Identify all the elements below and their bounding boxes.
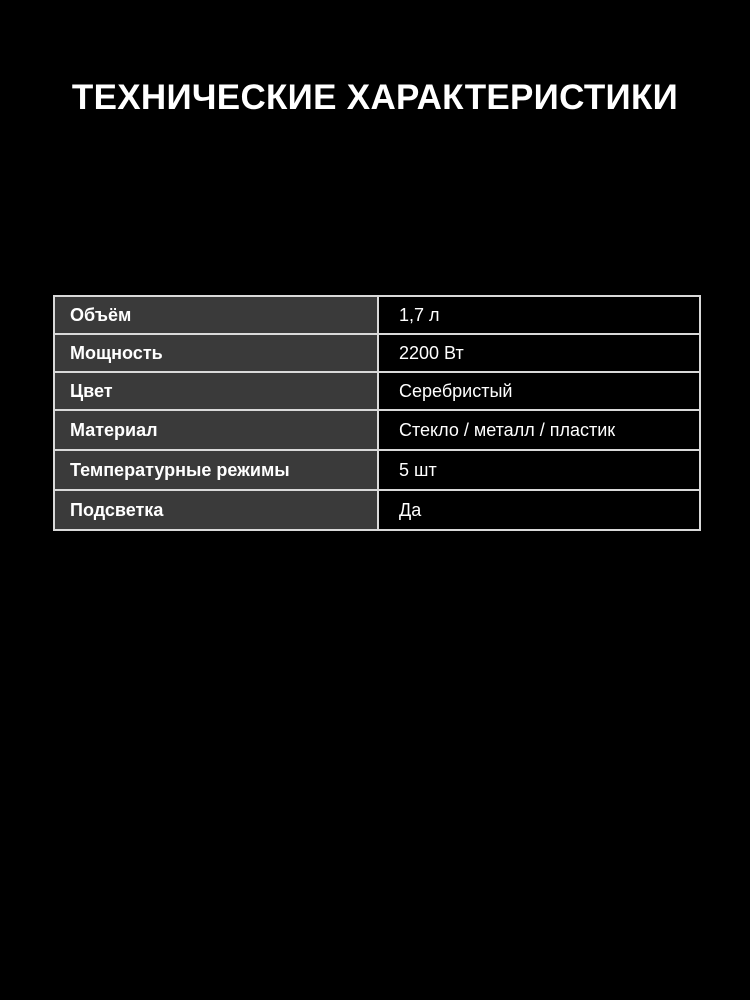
table-row [54, 490, 700, 530]
spec-value: 5 шт [378, 450, 700, 490]
spec-label: Цвет [54, 372, 378, 410]
specs-table [53, 295, 701, 531]
spec-label: Подсветка [54, 490, 378, 530]
spec-value: Стекло / металл / пластик [378, 410, 700, 450]
spec-value: 1,7 л [378, 296, 700, 334]
spec-value: Серебристый [378, 372, 700, 410]
spec-label: Температурные режимы [54, 450, 378, 490]
spec-label: Мощность [54, 334, 378, 372]
table-row [54, 296, 700, 334]
page-title: ТЕХНИЧЕСКИЕ ХАРАКТЕРИСТИКИ [71, 78, 679, 117]
table-row [54, 372, 700, 410]
table-row [54, 334, 700, 372]
spec-label: Объём [54, 296, 378, 334]
table-row [54, 410, 700, 450]
spec-value: 2200 Вт [378, 334, 700, 372]
table-row [54, 450, 700, 490]
spec-value: Да [378, 490, 700, 530]
spec-label: Материал [54, 410, 378, 450]
